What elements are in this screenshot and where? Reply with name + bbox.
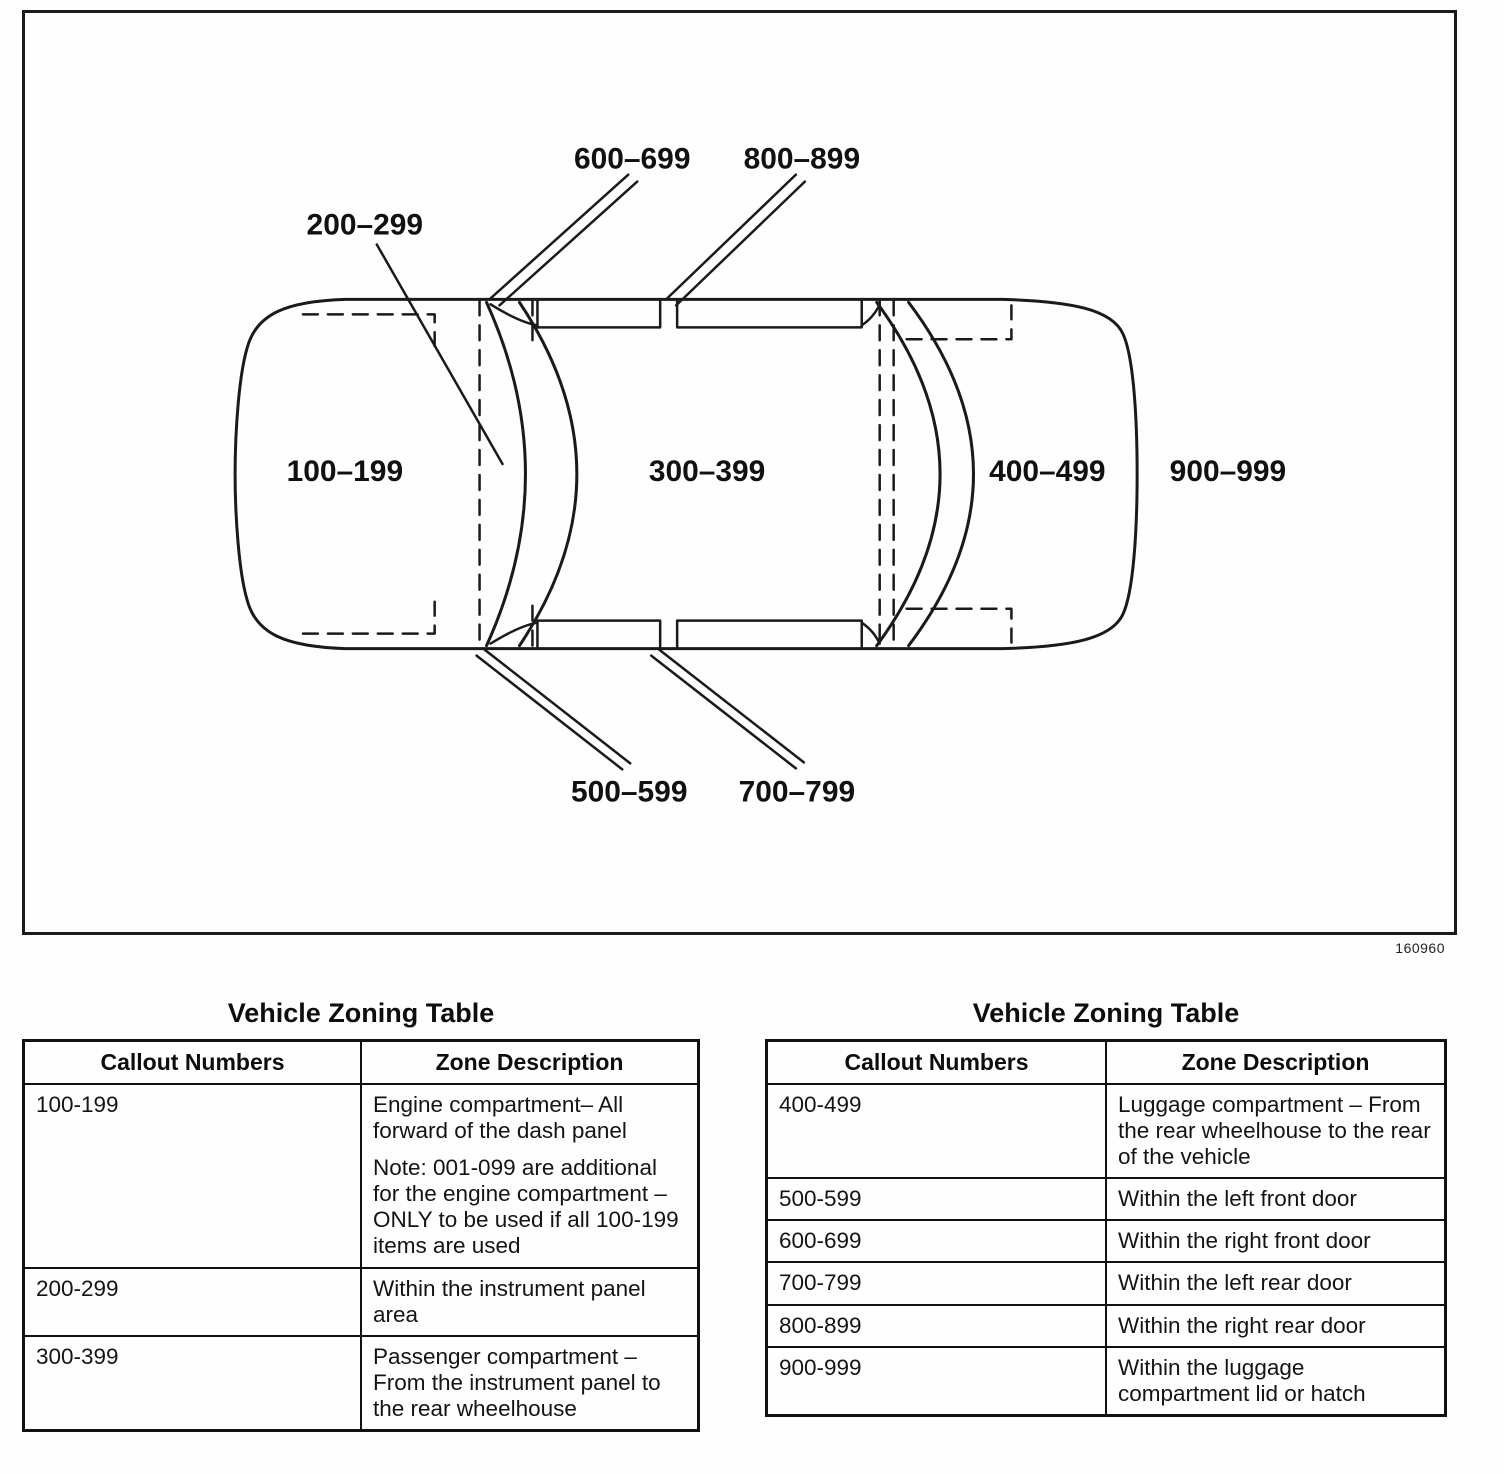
- description-cell: [1106, 1084, 1446, 1178]
- zone-label-200-299: 200–299: [306, 208, 424, 242]
- table-header-row: [24, 1041, 699, 1085]
- callout-cell: 500-599: [767, 1178, 1107, 1220]
- front-wheelhouse-bottom: [303, 602, 435, 634]
- table-row: [767, 1084, 1446, 1178]
- vehicle-top-view-diagram: [25, 13, 1454, 932]
- table-row: [24, 1084, 699, 1268]
- zoning-table-left: [22, 998, 700, 1432]
- table-row: [24, 1268, 699, 1336]
- leader-line-500-599: [477, 650, 631, 770]
- description-cell: [361, 1336, 699, 1431]
- callout-cell: 800-899: [767, 1305, 1107, 1347]
- table-row: [767, 1262, 1446, 1304]
- figure-number: 160960: [1395, 940, 1445, 956]
- col-header-zone-description: Zone Description: [1106, 1041, 1446, 1085]
- zone-label-900-999: 900–999: [1169, 454, 1287, 488]
- right-front-door-top: [537, 300, 660, 327]
- description-text: Luggage compartment – From the rear wheelhouse to the rear of the vehicle: [1118, 1092, 1431, 1170]
- callout-cell: 200-299: [24, 1268, 362, 1336]
- callout-cell: 100-199: [24, 1084, 362, 1268]
- c-pillar-top-connector: [862, 304, 880, 325]
- left-front-door-bottom: [537, 621, 660, 648]
- rear-window-front-arc: [877, 302, 940, 645]
- callout-cell: 600-699: [767, 1220, 1107, 1262]
- description-cell: [1106, 1305, 1446, 1347]
- table-title-right: Vehicle Zoning Table: [972, 998, 1240, 1028]
- description-text: Engine compartment– All forward of the dash panel: [373, 1092, 627, 1144]
- description-text: Within the right rear door: [1118, 1312, 1366, 1338]
- description-text: Within the right front door: [1118, 1228, 1371, 1254]
- description-cell: [1106, 1262, 1446, 1304]
- callout-cell: 300-399: [24, 1336, 362, 1431]
- zone-label-800-899: 800–899: [743, 142, 861, 176]
- windshield-rear-arc: [519, 302, 576, 645]
- table-row: [767, 1220, 1446, 1262]
- description-text: Within the left front door: [1118, 1186, 1357, 1212]
- callout-cell: 900-999: [767, 1347, 1107, 1416]
- table-row: [767, 1178, 1446, 1220]
- leader-line-800-899: [667, 175, 805, 306]
- leader-line-700-799: [651, 650, 804, 769]
- col-header-zone-description: Zone Description: [361, 1041, 699, 1085]
- zone-label-100-199: 100–199: [286, 454, 404, 488]
- left-rear-door-bottom: [677, 621, 862, 648]
- description-text: Within the left rear door: [1118, 1270, 1352, 1296]
- table-row: [767, 1347, 1446, 1416]
- table-row: [767, 1305, 1446, 1347]
- table-row: [24, 1336, 699, 1431]
- callout-cell: 400-499: [767, 1084, 1107, 1178]
- zone-label-400-499: 400–499: [989, 454, 1106, 488]
- description-cell: [1106, 1178, 1446, 1220]
- description-cell: [361, 1084, 699, 1268]
- front-wheelhouse-top: [303, 314, 435, 346]
- zoning-table-right-grid: [765, 1039, 1447, 1417]
- description-cell: [1106, 1220, 1446, 1262]
- description-text: Within the luggage compartment lid or hatch: [1118, 1354, 1366, 1406]
- right-rear-door-top: [677, 300, 862, 327]
- windshield-front-arc: [487, 302, 526, 645]
- leader-line-200-299: [377, 244, 503, 464]
- description-cell: [1106, 1347, 1446, 1416]
- col-header-callout-numbers: Callout Numbers: [767, 1041, 1107, 1085]
- figure-frame: [22, 10, 1457, 935]
- c-pillar-bottom-connector: [862, 623, 880, 644]
- zoning-table-right: [765, 998, 1447, 1417]
- description-note: Note: 001-099 are additional for the engine compartment – ONLY to be used if all 100-199 items are used: [373, 1155, 679, 1259]
- zone-label-500-599: 500–599: [570, 775, 688, 809]
- description-cell: [361, 1268, 699, 1336]
- description-text: Passenger compartment – From the instrument panel to the rear wheelhouse: [373, 1343, 661, 1421]
- zone-label-300-399: 300–399: [648, 454, 766, 488]
- table-header-row: [767, 1041, 1446, 1085]
- description-text: Within the instrument panel area: [373, 1275, 646, 1327]
- col-header-callout-numbers: Callout Numbers: [24, 1041, 362, 1085]
- zoning-table-left-grid: [22, 1039, 700, 1432]
- table-title-left: Vehicle Zoning Table: [227, 998, 495, 1028]
- zone-label-700-799: 700–799: [738, 775, 856, 809]
- leader-line-600-699: [491, 175, 638, 306]
- callout-cell: 700-799: [767, 1262, 1107, 1304]
- zone-label-600-699: 600–699: [573, 142, 691, 176]
